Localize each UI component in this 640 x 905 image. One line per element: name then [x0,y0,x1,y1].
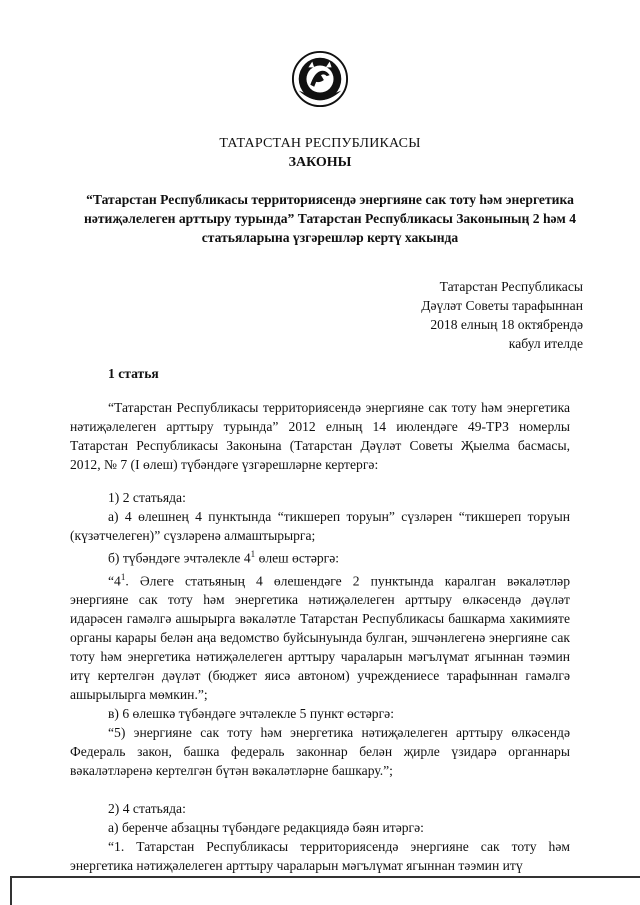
adoption-line: кабул ителде [508,336,583,351]
paragraph: 2) 4 статьяда: [108,801,186,817]
paragraph-text: . Әлеге статьяның 4 өлешендәге 2 пунктында каралган вәкаләтләр энергияне сак тоту һәм энергетика нәтиҗәлелеген арттыру өлкәсендә дәүләт идарәсен гамәлгә ашырырга вәкаләтле Татарстан Республикасы башкарма хакимияте органы карары белән аңа ведомство буйсынуында булган, эшчәнлегенә энергияне сак тоту һәм энергетика нәтиҗәлелеген арттыру чараларын мәгълүмат ягыннан тәэмин итү кертелгән дәүләт (бюджет яисә автоном) учреждениесе тарафыннан гамәлгә ашырылырга мөмкин.”; [70,573,570,703]
paragraph-text: “4 [108,573,121,589]
superscript: 1 [250,549,256,559]
paragraph [70,545,570,568]
tatarstan-emblem-icon [291,50,349,108]
paragraph: 1) 2 статьяда: [108,490,186,505]
law-body [70,398,570,875]
scan-border-left [10,876,12,905]
paragraph: в) 6 өлешкә түбәндәге эчтәлекле 5 пункт өстәргә: [108,706,394,722]
adoption-line: 2018 елның 18 октябрендә [430,317,583,332]
paragraph-text: б) түбәндәге эчтәлекле 4 [108,550,251,566]
paragraph: а) беренче абзацны түбәндәге редакциядә бәян итәргә: [108,820,424,836]
paragraph: “1. Татарстан Республикасы территориясендә энергияне сак тоту һәм энергетика нәтиҗәлелеген арттыру чараларын мәгълүмат ягыннан тәэмин итү [70,839,570,874]
adoption-line: Дәүләт Советы тарафыннан [421,298,583,313]
adoption-line: Татарстан Республикасы [439,279,583,294]
scan-border-bottom [12,876,640,878]
paragraph: а) 4 өлешнең 4 пунктында “тикшереп торуын” сүзләрен “тикшереп торуын (күзәтчелеген)” сүзләренә алмаштырырга; [70,509,570,543]
paragraph [70,568,570,705]
paragraph-text: өлеш өстәргә: [255,550,340,566]
paragraph: “5) энергияне сак тоту һәм энергетика нәтиҗәлелеген арттыру өлкәсендә Федераль закон, башка федераль законнар белән җирле үзидарә органнары вәкаләтләренә кертелгән бүтән вәкаләтләрне башкару.”; [70,725,570,779]
paragraph: “Татарстан Республикасы территориясендә энергияне сак тоту һәм энергетика нәтиҗәлелеген арттыру турында” 2012 елның 14 июлендәге 49-ТРЗ номерлы Татарстан Республикасы Законына (Татарстан Дәүләт Советы Җыелма басмасы, 2012, № 7 (I өлеш) түбәндәге үзгәрешләрне кертергә: [70,400,570,472]
law-heading: ЗАКОНЫ [288,155,352,170]
adoption-block [421,277,583,353]
republic-heading: ТАТАРСТАН РЕСПУБЛИКАСЫ [219,136,421,151]
law-title: “Татарстан Республикасы территориясендә энергияне сак тоту һәм энергетика нәтиҗәлелеген арттыру турында” Татарстан Республикасы Законының 2 һәм 4 статьяларына үзгәрешләр кертү хакында [84,192,576,245]
article-heading: 1 статья [108,366,159,381]
superscript: 1 [120,571,126,582]
